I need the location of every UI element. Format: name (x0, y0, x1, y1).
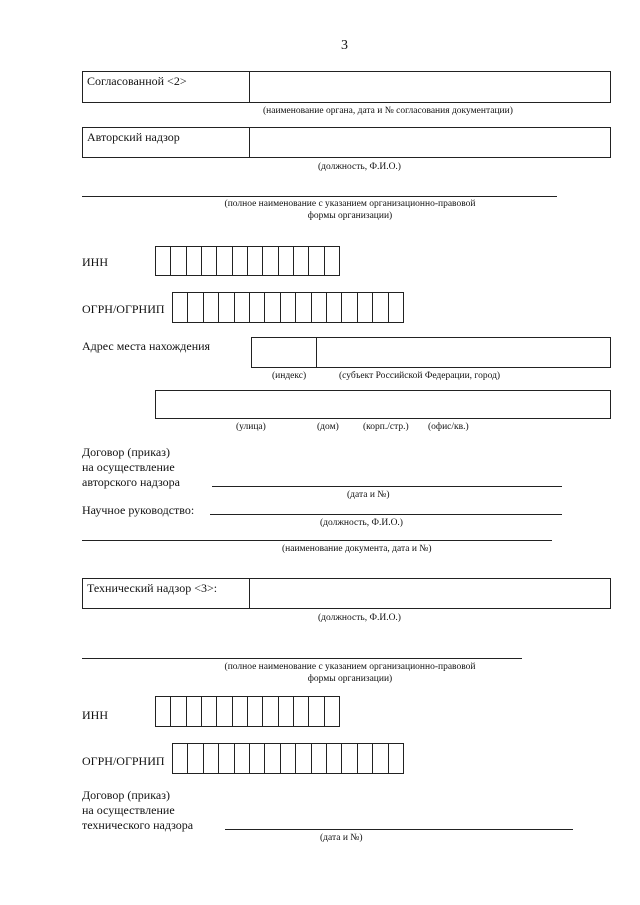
digit-cell[interactable] (309, 697, 324, 726)
technical-supervision-label: Технический надзор <3>: (87, 581, 218, 595)
digit-cell[interactable] (217, 697, 232, 726)
technical-contract-line[interactable] (225, 829, 573, 830)
author-supervisor-caption: (должность, Ф.И.О.) (318, 162, 401, 172)
digit-cell[interactable] (156, 247, 171, 275)
digit-cell[interactable] (250, 293, 265, 322)
digit-cell[interactable] (219, 744, 234, 773)
digit-cell[interactable] (188, 293, 203, 322)
digit-cell[interactable] (263, 247, 278, 275)
digit-cell[interactable] (373, 744, 388, 773)
address-region-field[interactable] (316, 337, 611, 368)
technical-supervision-label-box (82, 578, 250, 609)
address-label: Адрес места нахождения (82, 339, 211, 353)
author-contract-label-1: Договор (приказ) (82, 445, 170, 459)
author-supervisor-field[interactable] (249, 127, 611, 158)
technical-inn-label: ИНН (82, 708, 108, 722)
address-house-caption: (дом) (317, 422, 339, 432)
digit-cell[interactable] (235, 293, 250, 322)
author-contract-line[interactable] (212, 486, 562, 487)
digit-cell[interactable] (373, 293, 388, 322)
digit-cell[interactable] (235, 744, 250, 773)
digit-cell[interactable] (202, 247, 217, 275)
digit-cell[interactable] (358, 293, 373, 322)
technical-supervisor-field[interactable] (249, 578, 611, 609)
digit-cell[interactable] (358, 744, 373, 773)
address-street-field[interactable] (155, 390, 611, 419)
author-contract-caption: (дата и №) (347, 490, 390, 500)
digit-cell[interactable] (309, 247, 324, 275)
page-number: 3 (341, 38, 348, 53)
digit-cell[interactable] (312, 744, 327, 773)
address-index-caption: (индекс) (272, 371, 307, 381)
digit-cell[interactable] (263, 697, 278, 726)
digit-cell[interactable] (171, 247, 186, 275)
address-office-caption: (офис/кв.) (428, 422, 469, 432)
digit-cell[interactable] (312, 293, 327, 322)
approval-label: Согласованной <2> (87, 74, 187, 88)
digit-cell[interactable] (173, 293, 188, 322)
author-supervision-label: Авторский надзор (87, 130, 180, 144)
digit-cell[interactable] (233, 697, 248, 726)
digit-cell[interactable] (204, 293, 219, 322)
author-contract-label-3: авторского надзора (82, 475, 180, 489)
digit-cell[interactable] (250, 744, 265, 773)
author-org-name-line[interactable] (82, 196, 557, 197)
approval-caption: (наименование органа, дата и № согласования документации) (263, 106, 513, 116)
digit-cell[interactable] (188, 744, 203, 773)
technical-ogrn-label: ОГРН/ОГРНИП (82, 754, 165, 768)
address-building-caption: (корп./стр.) (363, 422, 409, 432)
digit-cell[interactable] (325, 697, 339, 726)
digit-cell[interactable] (217, 247, 232, 275)
science-doc-line[interactable] (82, 540, 552, 541)
technical-supervisor-caption: (должность, Ф.И.О.) (318, 613, 401, 623)
digit-cell[interactable] (248, 697, 263, 726)
author-ogrn-label: ОГРН/ОГРНИП (82, 302, 165, 316)
science-label: Научное руководство: (82, 503, 195, 517)
digit-cell[interactable] (294, 697, 309, 726)
technical-contract-label-3: технического надзора (82, 818, 194, 832)
approval-label-box (82, 71, 250, 103)
digit-cell[interactable] (325, 247, 339, 275)
technical-org-caption-1: (полное наименование с указанием организационно-правовой (224, 662, 476, 672)
digit-cell[interactable] (389, 293, 403, 322)
digit-cell[interactable] (187, 697, 202, 726)
digit-cell[interactable] (202, 697, 217, 726)
author-contract-label-2: на осуществление (82, 460, 175, 474)
technical-inn-field[interactable] (155, 696, 340, 727)
digit-cell[interactable] (171, 697, 186, 726)
digit-cell[interactable] (204, 744, 219, 773)
address-index-field[interactable] (251, 337, 317, 368)
digit-cell[interactable] (219, 293, 234, 322)
digit-cell[interactable] (296, 744, 311, 773)
author-inn-field[interactable] (155, 246, 340, 276)
digit-cell[interactable] (342, 293, 357, 322)
technical-ogrn-field[interactable] (172, 743, 404, 774)
digit-cell[interactable] (173, 744, 188, 773)
digit-cell[interactable] (281, 744, 296, 773)
digit-cell[interactable] (389, 744, 403, 773)
digit-cell[interactable] (327, 293, 342, 322)
author-ogrn-field[interactable] (172, 292, 404, 323)
digit-cell[interactable] (279, 697, 294, 726)
digit-cell[interactable] (342, 744, 357, 773)
author-org-caption-2: формы организации) (307, 211, 393, 221)
science-doc-caption: (наименование документа, дата и №) (282, 544, 432, 554)
approval-field[interactable] (249, 71, 611, 103)
digit-cell[interactable] (279, 247, 294, 275)
digit-cell[interactable] (233, 247, 248, 275)
digit-cell[interactable] (248, 247, 263, 275)
author-org-caption-1: (полное наименование с указанием организационно-правовой (224, 199, 476, 209)
digit-cell[interactable] (265, 744, 280, 773)
author-supervision-label-box (82, 127, 250, 158)
address-street-caption: (улица) (236, 422, 266, 432)
digit-cell[interactable] (281, 293, 296, 322)
science-line[interactable] (210, 514, 562, 515)
author-inn-label: ИНН (82, 255, 108, 269)
science-caption: (должность, Ф.И.О.) (320, 518, 403, 528)
digit-cell[interactable] (294, 247, 309, 275)
technical-contract-caption: (дата и №) (320, 833, 363, 843)
digit-cell[interactable] (265, 293, 280, 322)
technical-contract-label-1: Договор (приказ) (82, 788, 170, 802)
technical-org-caption-2: формы организации) (307, 674, 393, 684)
technical-contract-label-2: на осуществление (82, 803, 175, 817)
address-region-caption: (субъект Российской Федерации, город) (339, 371, 501, 381)
technical-org-name-line[interactable] (82, 658, 522, 659)
digit-cell[interactable] (156, 697, 171, 726)
digit-cell[interactable] (327, 744, 342, 773)
digit-cell[interactable] (296, 293, 311, 322)
digit-cell[interactable] (187, 247, 202, 275)
